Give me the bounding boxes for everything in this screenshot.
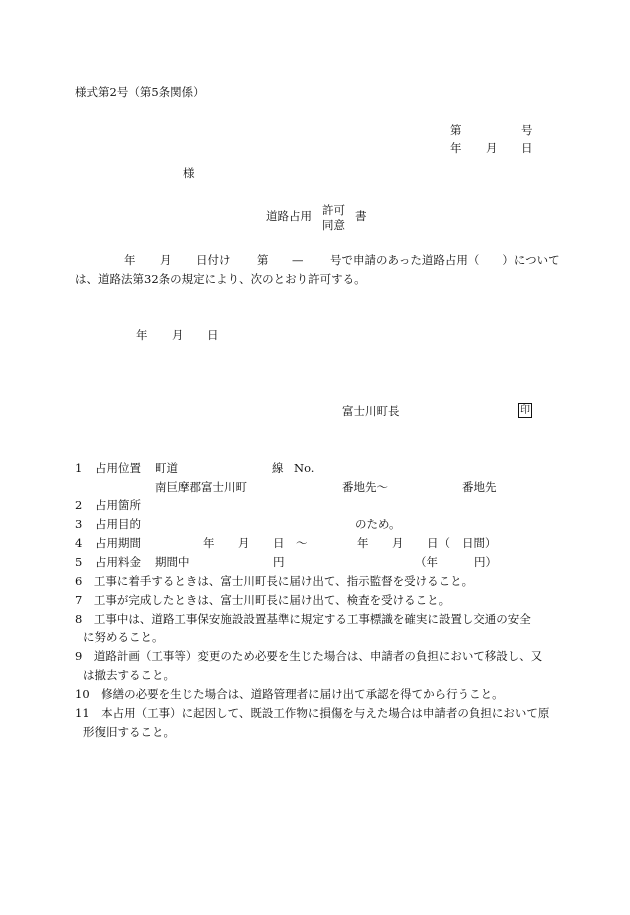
title-option-doi: 同意 <box>322 218 345 232</box>
item4-day-to: 日（ <box>427 536 450 550</box>
item-label: 占用料金 <box>95 555 141 569</box>
body-line-1-part: — <box>292 253 304 267</box>
condition-7: 7 工事が完成したときは、富士川町長に届け出て、検査を受けること。 <box>75 593 451 607</box>
item4-nichikan: 日間） <box>462 536 497 550</box>
body-line-1-part: 第 <box>257 253 269 267</box>
item1-banchi-from: 番地先〜 <box>342 480 388 494</box>
item-number: 4 <box>75 536 83 550</box>
condition-9-line-1: 9 道路計画（工事等）変更のため必要を生じた場合は、申請者の負担において移設し、又 <box>75 649 543 663</box>
item1-road-type: 町道 <box>155 461 178 475</box>
title-options <box>322 203 345 233</box>
item1-town: 南巨摩郡富士川町 <box>155 480 247 494</box>
body-line-1-part: 号で申請のあった道路占用（ ）について <box>330 253 560 267</box>
item4-year-from: 年 <box>203 536 215 550</box>
item-number: 5 <box>75 555 83 569</box>
body-line-1-part: 日付け <box>196 253 231 267</box>
ref-dai: 第 <box>450 123 462 137</box>
condition-8-line-1: 8 工事中は、道路工事保安施設設置基準に規定する工事標識を確実に設置し交通の安全 <box>75 612 531 626</box>
condition-11-line-1: 11 本占用（工事）に起因して、既設工作物に損傷を与えた場合は申請者の負担において原 <box>75 706 550 720</box>
item-number: 2 <box>75 498 83 512</box>
item-label: 占用箇所 <box>95 498 141 512</box>
condition-9-line-2: は撤去すること。 <box>83 668 175 682</box>
item4-month-from: 月 <box>238 536 250 550</box>
ref-month: 月 <box>486 141 498 155</box>
condition-6: 6 工事に着手するときは、富士川町長に届け出て、指示監督を受けること。 <box>75 574 474 588</box>
title-option-kyoka: 許可 <box>322 203 345 217</box>
item-number: 1 <box>75 461 83 475</box>
item5-yen-close: 円） <box>474 555 497 569</box>
title-prefix: 道路占用 <box>266 209 312 223</box>
condition-8-line-2: に努めること。 <box>83 630 164 644</box>
item3-tame: のため。 <box>355 517 401 531</box>
item4-month-to: 月 <box>392 536 404 550</box>
item1-banchi-to: 番地先 <box>462 480 497 494</box>
item4-tilde: 〜 <box>296 536 308 550</box>
title-suffix: 書 <box>355 209 367 223</box>
item5-period: 期間中 <box>155 555 190 569</box>
condition-11-line-2: 形復旧すること。 <box>83 725 175 739</box>
item4-day-from: 日 <box>273 536 285 550</box>
item1-sen: 線 <box>272 461 284 475</box>
seal-mark: 印 <box>520 405 530 416</box>
date-month: 月 <box>172 328 184 342</box>
mayor-title: 富士川町長 <box>342 404 400 418</box>
addressee-sama: 様 <box>183 166 195 180</box>
ref-go: 号 <box>521 123 533 137</box>
item-label: 占用目的 <box>95 517 141 531</box>
ref-day: 日 <box>521 141 533 155</box>
body-line-1-part: 年 <box>124 253 136 267</box>
ref-year: 年 <box>450 141 462 155</box>
item-label: 占用位置 <box>95 461 141 475</box>
date-year: 年 <box>136 328 148 342</box>
body-line-1-part: 月 <box>160 253 172 267</box>
form-number: 様式第2号（第5条関係） <box>75 85 205 99</box>
item5-yen: 円 <box>273 555 285 569</box>
item5-year-open: （年 <box>415 555 438 569</box>
condition-10: 10 修繕の必要を生じた場合は、道路管理者に届け出て承認を得てから行うこと。 <box>75 687 504 701</box>
item-number: 3 <box>75 517 83 531</box>
item-label: 占用期間 <box>95 536 141 550</box>
body-line-2: は、道路法第32条の規定により、次のとおり許可する。 <box>75 272 366 286</box>
item4-year-to: 年 <box>357 536 369 550</box>
date-day: 日 <box>207 328 219 342</box>
item1-no: No. <box>294 461 315 475</box>
